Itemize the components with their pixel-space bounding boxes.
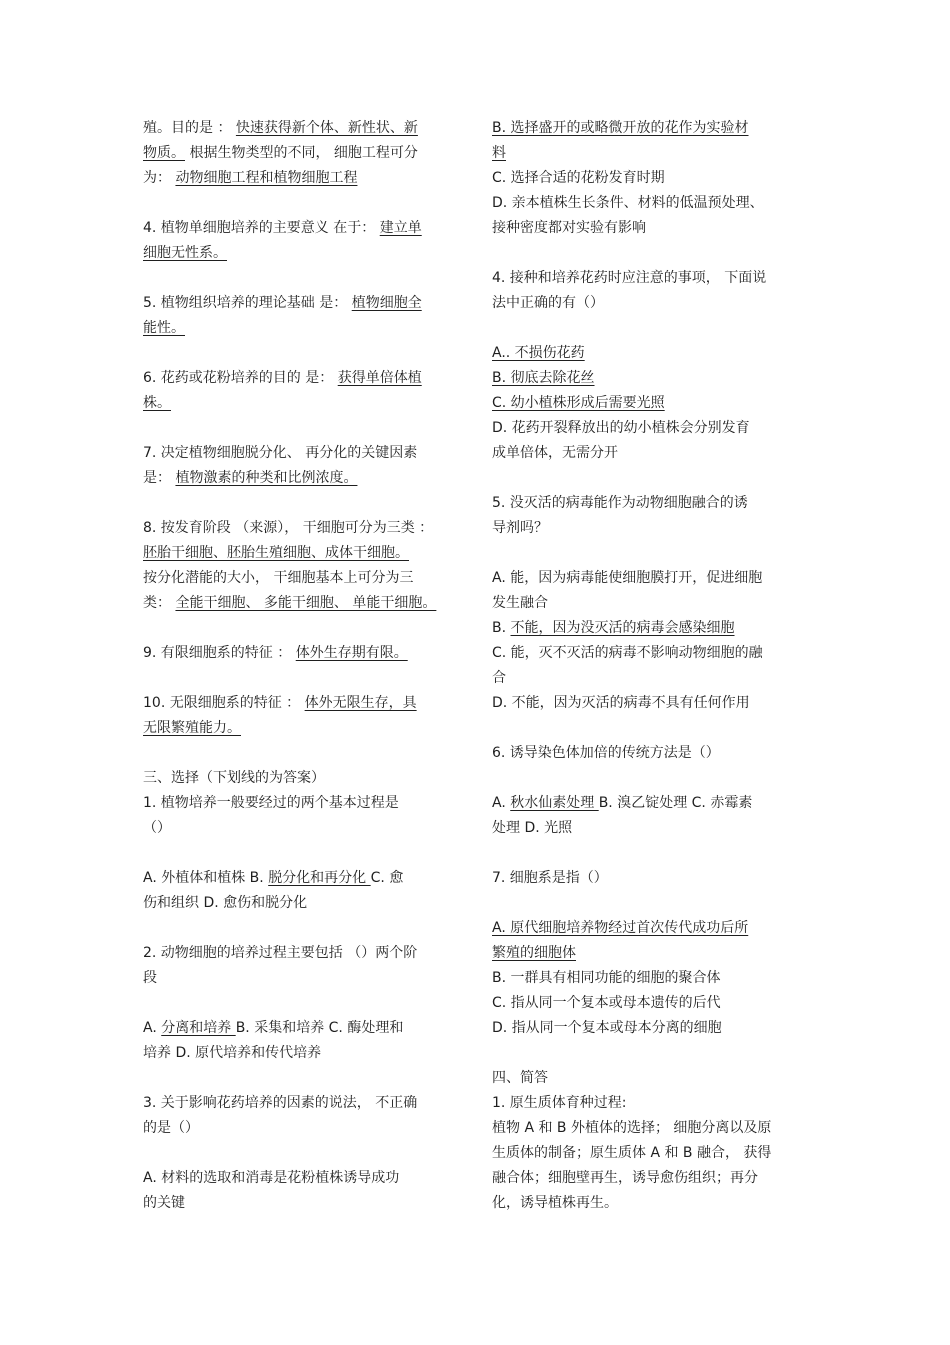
text-segment: D. 花药开裂释放出的幼小植株会分别发育: [492, 420, 750, 436]
text-segment: 为：: [143, 170, 176, 186]
text-segment: 的是（）: [143, 1120, 199, 1136]
text-line: [492, 216, 812, 241]
paragraph-spacer: [143, 666, 465, 691]
text-segment: 化，诱导植株再生。: [492, 1195, 618, 1211]
text-segment: 伤和组织 D. 愈伤和脱分化: [143, 895, 308, 911]
text-segment: 培养 D. 原代培养和传代培养: [143, 1045, 322, 1061]
text-line: [492, 1091, 812, 1116]
text-line: [143, 516, 465, 541]
text-line: [492, 391, 812, 416]
text-segment: A.: [492, 795, 511, 811]
answer-underlined: 料: [492, 145, 506, 161]
text-line: [492, 741, 812, 766]
text-line: [492, 641, 812, 666]
paragraph-spacer: [492, 766, 812, 791]
text-line: [143, 391, 465, 416]
answer-underlined: 物质。: [143, 145, 185, 161]
text-line: [143, 566, 465, 591]
text-line: [143, 1016, 465, 1041]
answer-underlined: C. 幼小植株形成后需要光照: [492, 395, 665, 411]
text-segment: 导剂吗？: [492, 520, 548, 536]
text-segment: B.: [492, 620, 511, 636]
paragraph-spacer: [143, 616, 465, 641]
text-line: [143, 241, 465, 266]
answer-underlined: B. 选择盛开的或略微开放的花作为实验材: [492, 120, 749, 136]
text-segment: 1. 原生质体育种过程:: [492, 1095, 627, 1111]
text-segment: （）: [143, 820, 171, 836]
text-line: [143, 441, 465, 466]
answer-underlined: 脱分化和再分化: [268, 870, 371, 886]
text-line: [143, 891, 465, 916]
text-segment: B. 溴乙锭处理 C. 赤霉素: [598, 795, 753, 811]
paragraph-spacer: [143, 841, 465, 866]
paragraph-spacer: [492, 841, 812, 866]
text-line: [492, 416, 812, 441]
text-segment: 1. 植物培养一般要经过的两个基本过程是: [143, 795, 399, 811]
answer-underlined: 体外生存期有限。: [295, 645, 408, 661]
text-line: [143, 716, 465, 741]
text-line: [492, 491, 812, 516]
answer-underlined: 秋水仙素处理: [510, 795, 599, 811]
text-line: [492, 116, 812, 141]
answer-underlined: 建立单: [379, 220, 422, 236]
text-line: [492, 266, 812, 291]
text-segment: D. 指从同一个复本或母本分离的细胞: [492, 1020, 722, 1036]
text-segment: 4. 植物单细胞培养的主要意义 在于：: [143, 220, 380, 236]
text-line: [143, 1191, 465, 1216]
text-segment: 5. 没灭活的病毒能作为动物细胞融合的诱: [492, 495, 748, 511]
text-line: [492, 941, 812, 966]
text-line: [143, 166, 465, 191]
text-line: [492, 616, 812, 641]
paragraph-spacer: [143, 1141, 465, 1166]
paragraph-spacer: [143, 266, 465, 291]
text-segment: 7. 决定植物细胞脱分化、 再分化的关键因素: [143, 445, 418, 461]
paragraph-spacer: [143, 491, 465, 516]
answer-underlined: 繁殖的细胞体: [492, 945, 576, 961]
answer-underlined: 快速获得新个体、新性状、新: [235, 120, 418, 136]
text-line: [492, 816, 812, 841]
text-line: [143, 1091, 465, 1116]
answer-underlined: 获得单倍体植: [337, 370, 422, 386]
text-segment: 6. 诱导染色体加倍的传统方法是（）: [492, 745, 720, 761]
text-segment: 三、选择（下划线的为答案）: [143, 770, 325, 786]
text-segment: 处理 D. 光照: [492, 820, 573, 836]
text-segment: A. 外植体和植株 B.: [143, 870, 269, 886]
text-line: [492, 791, 812, 816]
text-line: [492, 366, 812, 391]
text-segment: 的关键: [143, 1195, 185, 1211]
text-line: [143, 541, 465, 566]
answer-underlined: 全能干细胞、 多能干细胞、 单能干细胞。: [175, 595, 437, 611]
text-segment: B. 一群具有相同功能的细胞的聚合体: [492, 970, 721, 986]
answer-underlined: 细胞无性系。: [143, 245, 227, 261]
text-line: [492, 166, 812, 191]
paragraph-spacer: [492, 466, 812, 491]
text-segment: 按分化潜能的大小， 干细胞基本上可分为三: [143, 570, 414, 586]
answer-underlined: 植物细胞全: [351, 295, 422, 311]
text-line: [143, 216, 465, 241]
paragraph-spacer: [143, 741, 465, 766]
text-line: [492, 441, 812, 466]
text-segment: 7. 细胞系是指（）: [492, 870, 608, 886]
text-line: [143, 366, 465, 391]
text-segment: B. 采集和培养 C. 酶处理和: [235, 1020, 404, 1036]
paragraph-spacer: [492, 241, 812, 266]
paragraph-spacer: [143, 916, 465, 941]
paragraph-spacer: [492, 716, 812, 741]
text-line: [492, 1066, 812, 1091]
text-line: [143, 766, 465, 791]
text-segment: D. 不能，因为灭活的病毒不具有任何作用: [492, 695, 750, 711]
text-line: [143, 591, 465, 616]
text-segment: 6. 花药或花粉培养的目的 是：: [143, 370, 338, 386]
text-segment: 接种密度都对实验有影响: [492, 220, 646, 236]
answer-underlined: A. 原代细胞培养物经过首次传代成功后所: [492, 920, 749, 936]
text-segment: C. 指从同一个复本或母本遗传的后代: [492, 995, 721, 1011]
answer-underlined: 植物激素的种类和比例浓度。: [175, 470, 358, 486]
text-line: [143, 641, 465, 666]
answer-underlined: 动物细胞工程和植物细胞工程: [175, 170, 358, 186]
text-line: [492, 1141, 812, 1166]
text-line: [492, 591, 812, 616]
text-line: [492, 1166, 812, 1191]
text-segment: 8. 按发育阶段 （来源）， 干细胞可分为三类 ：: [143, 520, 434, 536]
text-segment: 2. 动物细胞的培养过程主要包括 （）两个阶: [143, 945, 418, 961]
text-line: [143, 966, 465, 991]
text-segment: A. 材料的选取和消毒是花粉植株诱导成功: [143, 1170, 400, 1186]
text-line: [492, 1016, 812, 1041]
text-line: [492, 1191, 812, 1216]
paragraph-spacer: [143, 1066, 465, 1091]
text-line: [492, 341, 812, 366]
text-line: [143, 141, 465, 166]
paragraph-spacer: [492, 891, 812, 916]
text-line: [143, 291, 465, 316]
text-segment: 四、简答: [492, 1070, 548, 1086]
text-line: [143, 941, 465, 966]
text-line: [492, 141, 812, 166]
text-line: [492, 1116, 812, 1141]
text-segment: D. 亲本植株生长条件、材料的低温预处理、: [492, 195, 764, 211]
text-segment: 9. 有限细胞系的特征 ：: [143, 645, 296, 661]
text-line: [492, 666, 812, 691]
paragraph-spacer: [143, 191, 465, 216]
text-line: [143, 866, 465, 891]
answer-underlined: A.. 不损伤花药: [492, 345, 585, 361]
text-line: [492, 566, 812, 591]
text-segment: 3. 关于影响花药培养的因素的说法， 不正确: [143, 1095, 418, 1111]
answer-underlined: 体外无限生存，具: [304, 695, 417, 711]
paragraph-spacer: [492, 316, 812, 341]
text-segment: 生质体的制备；原生质体 A 和 B 融合， 获得: [492, 1145, 772, 1161]
text-segment: C. 愈: [370, 870, 404, 886]
answer-underlined: 不能，因为没灭活的病毒会感染细胞: [510, 620, 735, 636]
text-segment: A. 能，因为病毒能使细胞膜打开，促进细胞: [492, 570, 763, 586]
text-line: [143, 691, 465, 716]
text-line: [492, 866, 812, 891]
text-line: [143, 1116, 465, 1141]
text-line: [492, 516, 812, 541]
answer-underlined: 能性。: [143, 320, 185, 336]
paragraph-spacer: [143, 416, 465, 441]
text-segment: 成单倍体，无需分开: [492, 445, 618, 461]
text-line: [492, 291, 812, 316]
text-segment: 根据生物类型的不同， 细胞工程可分: [185, 145, 418, 161]
text-line: [143, 1166, 465, 1191]
text-line: [492, 191, 812, 216]
text-segment: 发生融合: [492, 595, 548, 611]
text-line: [143, 316, 465, 341]
text-segment: 殖。目的是 ：: [143, 120, 236, 136]
answer-underlined: 株。: [143, 395, 171, 411]
text-line: [492, 916, 812, 941]
paragraph-spacer: [143, 341, 465, 366]
answer-underlined: 胚胎干细胞、胚胎生殖细胞、成体干细胞。: [143, 545, 409, 561]
paragraph-spacer: [143, 991, 465, 1016]
text-line: [143, 816, 465, 841]
text-line: [143, 466, 465, 491]
right-column: [492, 116, 812, 1216]
text-segment: 5. 植物组织培养的理论基础 是：: [143, 295, 352, 311]
text-segment: 法中正确的有（）: [492, 295, 604, 311]
answer-underlined: 无限繁殖能力。: [143, 720, 241, 736]
text-segment: 10. 无限细胞系的特征 ：: [143, 695, 305, 711]
text-line: [492, 691, 812, 716]
text-segment: A.: [143, 1020, 162, 1036]
text-segment: 类：: [143, 595, 176, 611]
text-line: [492, 966, 812, 991]
text-line: [143, 791, 465, 816]
answer-underlined: B. 彻底去除花丝: [492, 370, 595, 386]
text-segment: 4. 接种和培养花药时应注意的事项， 下面说: [492, 270, 767, 286]
answer-underlined: 分离和培养: [161, 1020, 236, 1036]
left-column: [143, 116, 465, 1216]
text-segment: 植物 A 和 B 外植体的选择； 细胞分离以及原: [492, 1120, 772, 1136]
text-line: [143, 1041, 465, 1066]
text-segment: 合: [492, 670, 506, 686]
text-segment: C. 选择合适的花粉发育时期: [492, 170, 665, 186]
paragraph-spacer: [492, 541, 812, 566]
text-line: [492, 991, 812, 1016]
text-segment: 段: [143, 970, 157, 986]
text-segment: C. 能，灭不灭活的病毒不影响动物细胞的融: [492, 645, 763, 661]
text-segment: 是：: [143, 470, 176, 486]
text-segment: 融合体；细胞壁再生，诱导愈伤组织；再分: [492, 1170, 758, 1186]
paragraph-spacer: [492, 1041, 812, 1066]
text-line: [143, 116, 465, 141]
